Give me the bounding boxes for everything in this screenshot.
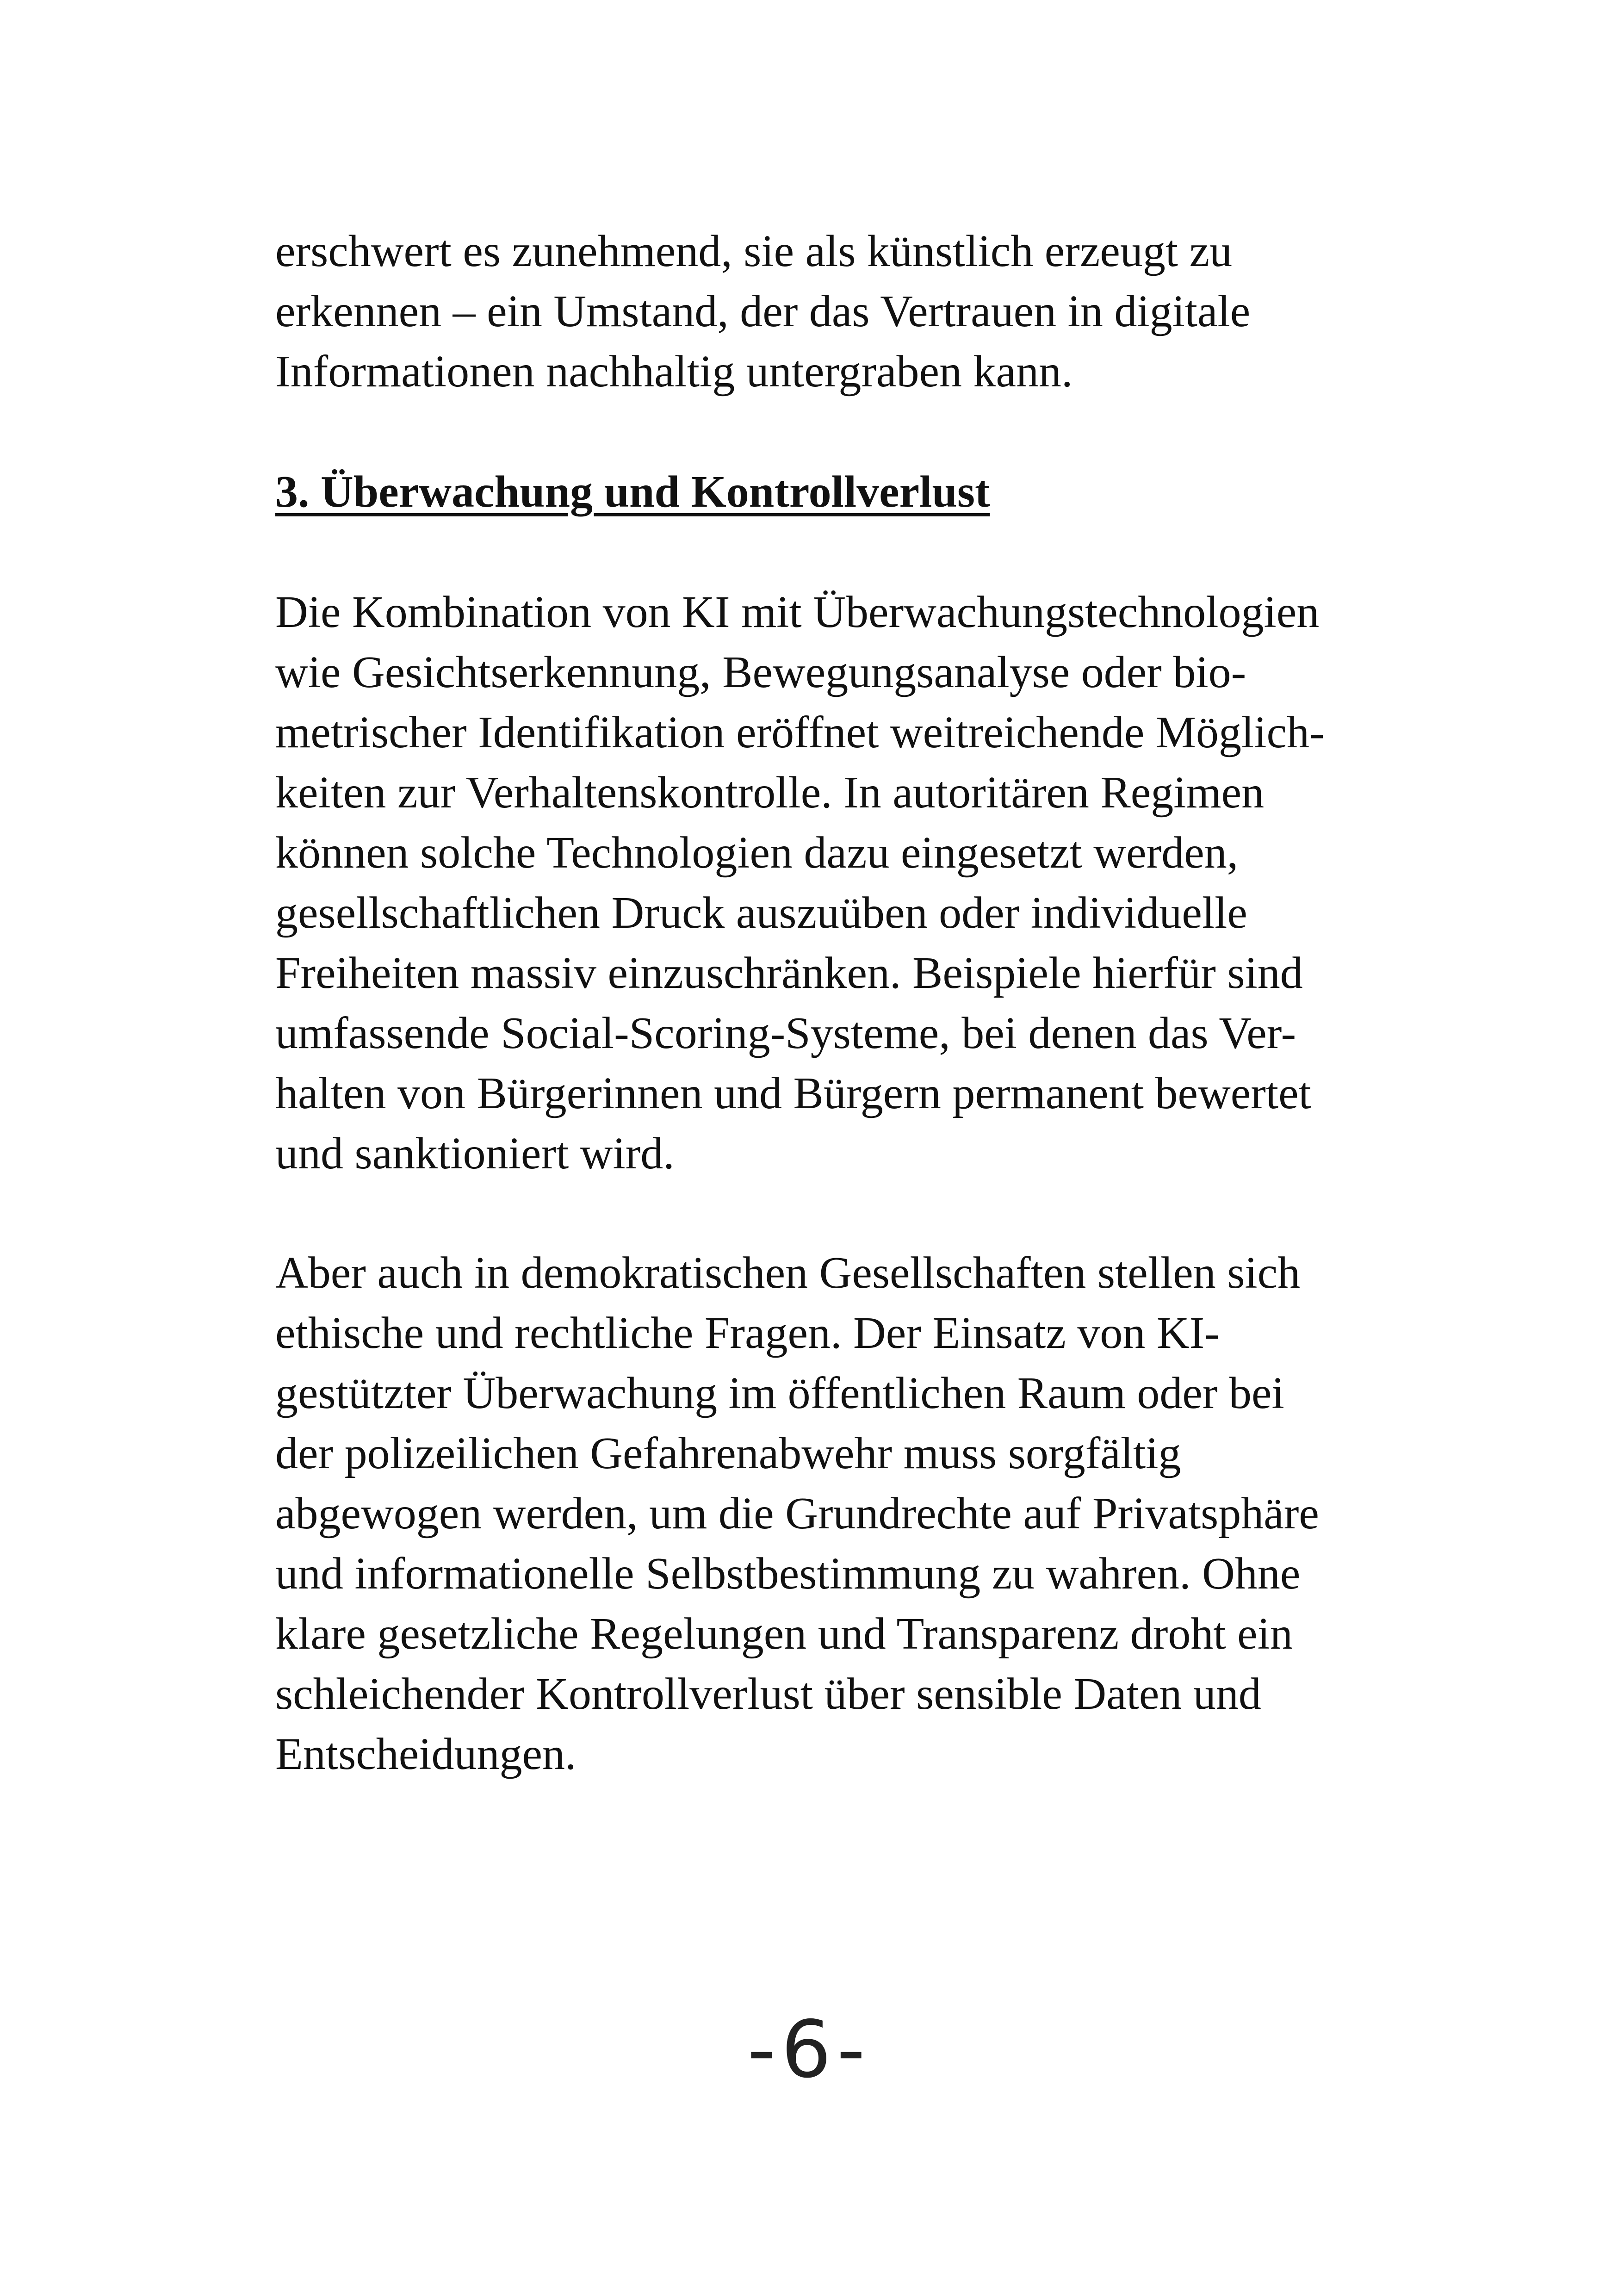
text-line: halten von Bürgerinnen und Bürgern permanent bewertet (275, 1068, 1311, 1118)
text-line: erschwert es zunehmend, sie als künstlich erzeugt zu (275, 226, 1233, 276)
text-line: Informationen nachhaltig untergraben kann. (275, 347, 1073, 397)
text-line: klare gesetzliche Regelungen und Transparenz droht ein (275, 1609, 1293, 1659)
page-number: -6- (747, 2004, 871, 2096)
text-line: Aber auch in demokratischen Gesellschaften stellen sich (275, 1248, 1301, 1298)
text-line: gesellschaftlichen Druck auszuüben oder individuelle (275, 888, 1247, 938)
text-line: ethische und rechtliche Fragen. Der Einsatz von KI- (275, 1308, 1220, 1358)
section-heading: 3. Überwachung und Kontrollverlust (275, 467, 990, 517)
text-line: Entscheidungen. (275, 1729, 577, 1779)
text-line: Die Kombination von KI mit Überwachungstechnologien (275, 587, 1320, 637)
text-line: umfassende Social-Scoring-Systeme, bei denen das Ver- (275, 1008, 1296, 1058)
text-line: schleichender Kontrollverlust über sensible Daten und (275, 1669, 1261, 1719)
text-line: und sanktioniert wird. (275, 1129, 675, 1179)
text-line: gestützter Überwachung im öffentlichen Raum oder bei (275, 1368, 1284, 1418)
paragraph-democratic-societies (275, 1243, 1413, 1784)
text-line: metrischer Identifikation eröffnet weitreichende Möglich- (275, 707, 1325, 757)
paragraph-continuation (275, 221, 1413, 402)
text-line: und informationelle Selbstbestimmung zu wahren. Ohne (275, 1549, 1301, 1599)
text-line: abgewogen werden, um die Grundrechte auf Privatsphäre (275, 1489, 1319, 1539)
text-line: können solche Technologien dazu eingesetzt werden, (275, 828, 1239, 878)
text-line: Freiheiten massiv einzuschränken. Beispiele hierfür sind (275, 948, 1303, 998)
text-line: erkennen – ein Umstand, der das Vertrauen in digitale (275, 286, 1251, 336)
paragraph-surveillance (275, 582, 1413, 1184)
text-line: wie Gesichtserkennung, Bewegungsanalyse oder bio- (275, 647, 1246, 697)
text-line: der polizeilichen Gefahrenabwehr muss sorgfältig (275, 1428, 1181, 1478)
text-line: keiten zur Verhaltenskontrolle. In autoritären Regimen (275, 768, 1265, 818)
